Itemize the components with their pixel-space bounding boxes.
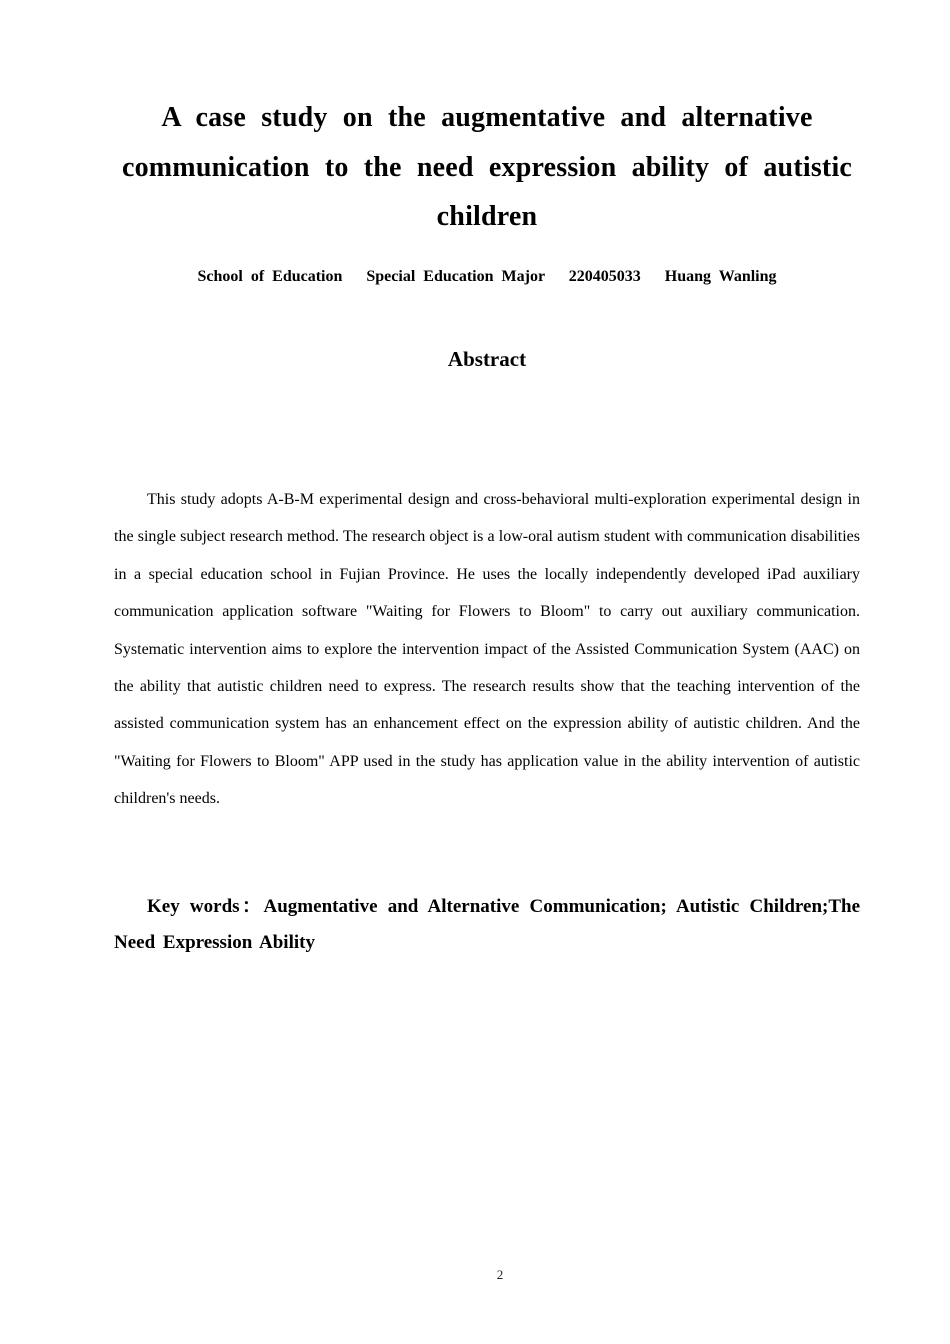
keywords-paragraph bbox=[114, 889, 860, 961]
abstract-heading: Abstract bbox=[447, 347, 527, 371]
author-byline: School of Education Special Education Major 220405033 Huang Wanling bbox=[197, 268, 777, 285]
abstract-body: This study adopts A-B-M experimental design and cross-behavioral multi-exploration experimental design in the single subject research method. The research object is a low-oral autism student with communication disabilities in a special education school in Fujian Province. He uses the locally independently developed iPad auxiliary communication application software "Waiting for Flowers to Bloom" to carry out auxiliary communication. Systematic intervention aims to explore the intervention impact of the Assisted Communication System (AAC) on the ability that autistic children need to express. The research results show that the teaching intervention of the assisted communication system has an enhancement effect on the expression ability of autistic children. And the "Waiting for Flowers to Bloom" APP used in the study has application value in the ability intervention of autistic children's needs. bbox=[114, 491, 860, 808]
paper-title: A case study on the augmentative and alternative communication to the need expression ability of autistic children bbox=[121, 102, 853, 232]
keywords-label: Key words： bbox=[147, 896, 264, 917]
page-number: 2 bbox=[496, 1267, 504, 1282]
keywords-text: Augmentative and Alternative Communication; Autistic Children;The Need Expression Ability bbox=[114, 896, 861, 953]
